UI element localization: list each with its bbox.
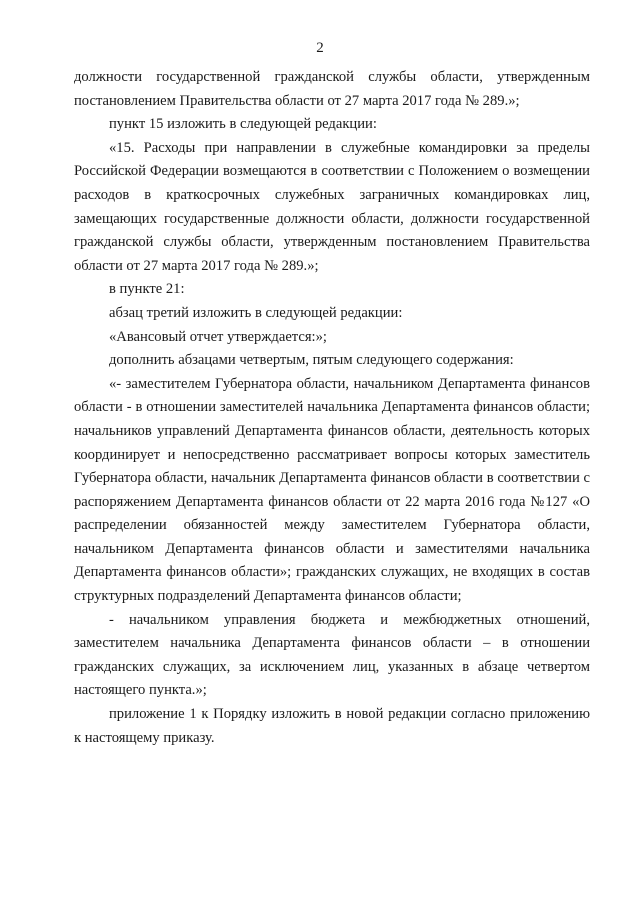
paragraph-item-21: в пункте 21:: [109, 281, 185, 298]
document-body: [74, 66, 590, 750]
paragraph-budget-department: - начальником управления бюджета и межбюджетных отношений, заместителем начальника Департамента финансов области – в отношении гражданских служащих, за исключением лиц, указанных в абзаце четвертом настоящего пункта.»;: [74, 611, 590, 699]
paragraph-item-15-instruction: пункт 15 изложить в следующей редакции:: [109, 116, 377, 133]
paragraph-continuation: должности государственной гражданской службы области, утвержденным постановлением Правительства области от 27 марта 2017 года № 289.»;: [74, 69, 590, 109]
paragraph-deputy-governor: «- заместителем Губернатора области, начальником Департамента финансов области - в отношении заместителей начальника Департамента финансов области; начальников управлений Департамента финансов области, деятельность которых координирует и непосредственно рассматривает вопросы которых заместитель Губернатора области, начальник Департамента финансов области в соответствии с распоряжением Департамента финансов области от 22 марта 2016 года №127 «О распределении обязанностей между заместителем Губернатора области, начальником Департамента финансов области и заместителями начальника Департамента финансов области»; гражданских служащих, не входящих в состав структурных подразделений Департамента финансов области;: [74, 375, 590, 605]
paragraph-item-15-text: «15. Расходы при направлении в служебные командировки за пределы Российской Федерации возмещаются в соответствии с Положением о возмещении расходов в краткосрочных служебных заграничных командировках лиц, замещающих государственные должности области, должности государственной гражданской службы области, утвержденным постановлением Правительства области от 27 марта 2017 года № 289.»;: [74, 139, 590, 274]
paragraph-third-abzac-instruction: абзац третий изложить в следующей редакции:: [109, 304, 403, 321]
paragraph-advance-report: «Авансовый отчет утверждается:»;: [109, 328, 327, 345]
paragraph-appendix: приложение 1 к Порядку изложить в новой редакции согласно приложению к настоящему приказу.: [74, 706, 590, 746]
page-number: 2: [316, 40, 324, 56]
paragraph-add-abzacs: дополнить абзацами четвертым, пятым следующего содержания:: [109, 352, 514, 369]
